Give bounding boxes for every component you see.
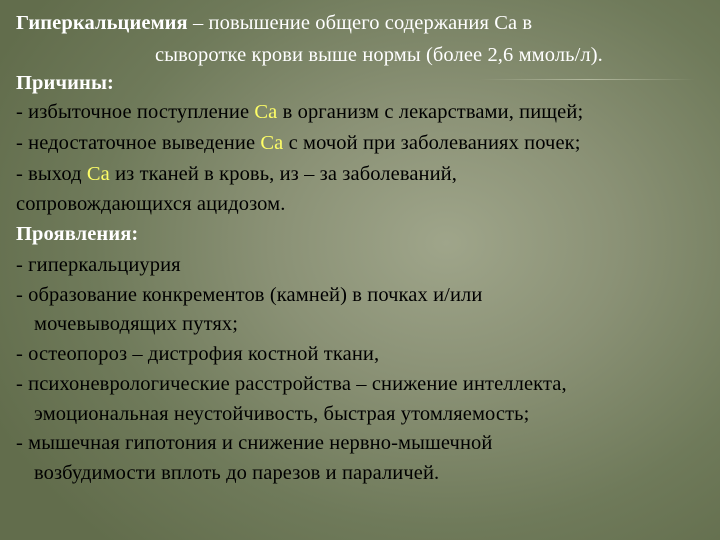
cause-item-3-continued: сопровождающихся ацидозом. <box>16 193 286 215</box>
calcium-symbol: Ca <box>494 12 518 34</box>
definition-line-1 <box>16 11 532 35</box>
cause-2-text-a: - недостаточное выведение <box>16 132 261 154</box>
definition-text-1-end: в <box>517 12 533 34</box>
manifestation-item-1: - гиперкальциурия <box>16 254 181 276</box>
manifestation-item-4-continued: эмоциональная неустойчивость, быстрая утомляемость; <box>34 403 530 425</box>
definition-term: Гиперкальциемия <box>16 12 188 34</box>
definition-line-2: сыворотке крови выше нормы (более 2,6 ммоль/л). <box>155 44 603 66</box>
cause-1-text-b: в организм с лекарствами, пищей; <box>277 101 584 123</box>
manifestation-item-5-continued: возбудимости вплоть до парезов и параличей. <box>34 462 440 484</box>
cause-3-text-b: из тканей в кровь, из – за заболеваний, <box>109 163 457 185</box>
calcium-symbol: Са <box>254 101 278 123</box>
cause-item-2 <box>16 131 581 155</box>
definition-text-1: – повышение общего содержания <box>187 12 495 34</box>
divider <box>480 79 695 80</box>
manifestation-item-3: - остеопороз – дистрофия костной ткани, <box>16 343 380 365</box>
manifestation-item-2-continued: мочевыводящих путях; <box>34 313 239 335</box>
cause-item-1 <box>16 100 583 124</box>
manifestations-heading-a: Проя <box>16 223 65 245</box>
causes-heading: Причины: <box>16 72 114 94</box>
manifestation-item-2: - образование конкрементов (камней) в почках и/или <box>16 284 483 306</box>
cause-1-text-a: - избыточное поступление <box>16 101 255 123</box>
calcium-symbol: Са <box>86 163 110 185</box>
manifestations-heading-b: вления: <box>64 223 139 245</box>
manifestation-item-4: - психоневрологические расстройства – снижение интеллекта, <box>16 373 567 395</box>
cause-3-text-a: - выход <box>16 163 87 185</box>
manifestations-heading <box>16 222 138 246</box>
calcium-symbol: Са <box>260 132 284 154</box>
cause-2-text-b: с мочой при заболеваниях почек; <box>283 132 581 154</box>
manifestation-item-5: - мышечная гипотония и снижение нервно-мышечной <box>16 432 493 454</box>
cause-item-3 <box>16 162 457 186</box>
